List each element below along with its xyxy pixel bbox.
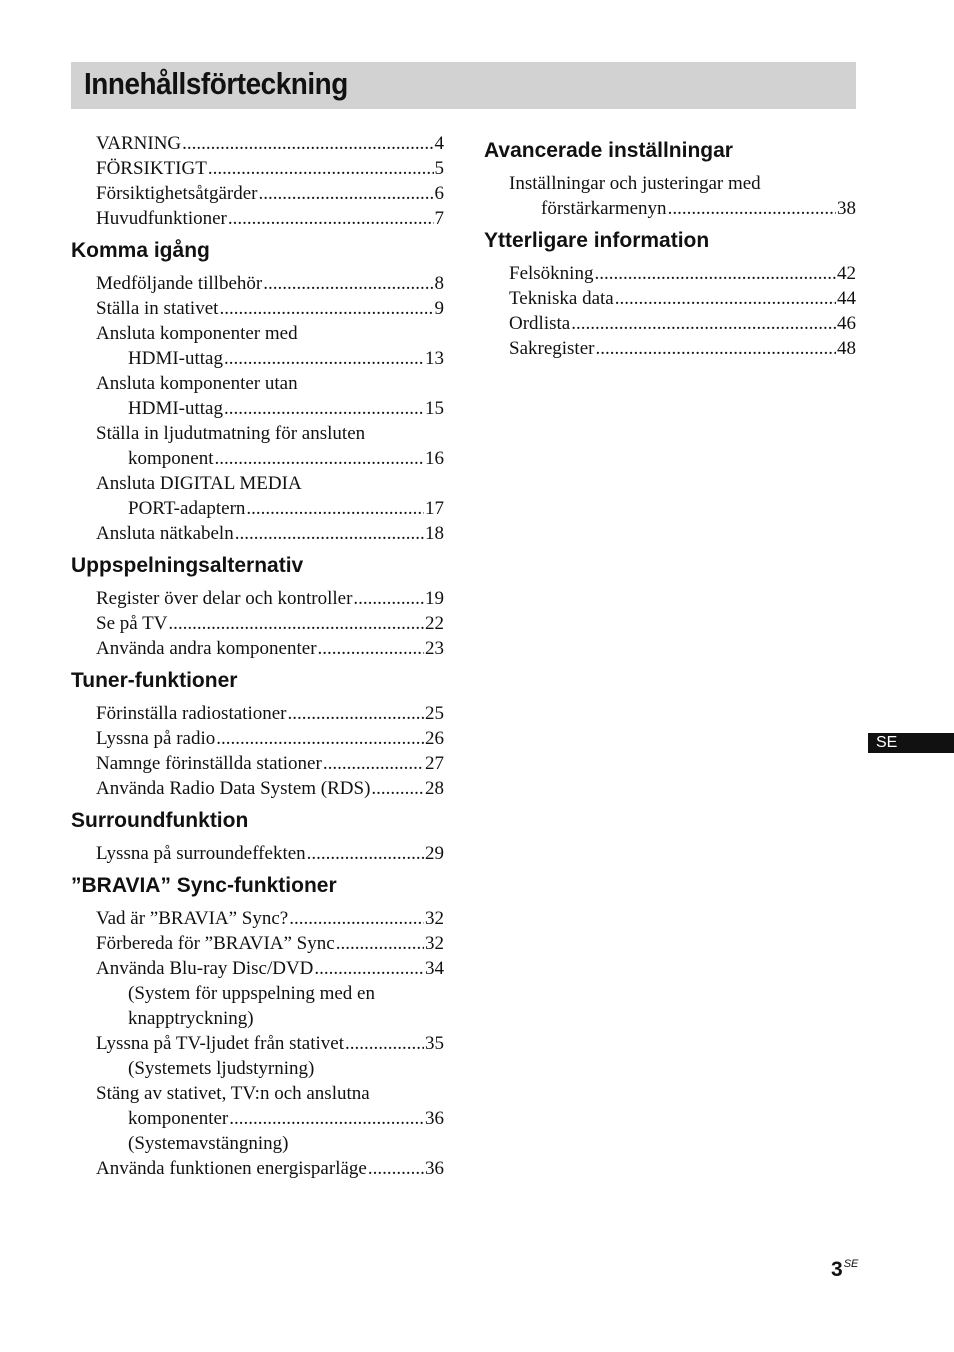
entry-title: Stäng av stativet, TV:n och anslutna	[96, 1083, 370, 1104]
toc-entry[interactable]	[96, 1081, 444, 1156]
dot-leader	[215, 446, 425, 471]
entry-title: Använda Radio Data System (RDS)	[96, 778, 371, 799]
dot-leader	[323, 751, 424, 776]
toc-entry[interactable]	[96, 371, 444, 421]
dot-leader	[235, 521, 424, 546]
entry-title: Ansluta nätkabeln	[96, 523, 234, 544]
entry-title: Tekniska data	[509, 288, 614, 309]
entry-line	[96, 471, 444, 496]
entry-page-number: 15	[425, 398, 444, 419]
entry-title: Använda Blu-ray Disc/DVD	[96, 958, 314, 979]
dot-leader	[229, 1106, 424, 1131]
toc-entry[interactable]	[96, 586, 444, 611]
section-heading: Avancerade inställningar	[484, 139, 733, 162]
entry-line	[96, 131, 444, 156]
entry-title: Ställa in ljudutmatning för ansluten	[96, 423, 366, 444]
entry-title: Använda andra komponenter	[96, 638, 317, 659]
dot-leader	[336, 931, 424, 956]
entry-title: Medföljande tillbehör	[96, 273, 263, 294]
dot-leader	[595, 336, 836, 361]
toc-entry[interactable]	[96, 206, 444, 231]
entry-subtitle	[96, 1131, 444, 1156]
entry-line	[96, 1081, 444, 1106]
entry-page-number: 34	[425, 958, 444, 979]
entry-line	[96, 1156, 444, 1181]
entry-line	[509, 336, 856, 361]
entry-title: HDMI-uttag	[128, 348, 223, 369]
entry-title: komponent	[128, 448, 214, 469]
entry-line	[96, 1031, 444, 1056]
toc-entry[interactable]	[96, 841, 444, 866]
dot-leader	[371, 776, 424, 801]
toc-entries	[96, 841, 444, 866]
dot-leader	[228, 206, 434, 231]
dot-leader	[224, 396, 424, 421]
section-heading: Uppspelningsalternativ	[71, 554, 304, 577]
toc-entries	[509, 261, 856, 361]
entry-page-number: 29	[425, 843, 444, 864]
toc-entry[interactable]	[96, 776, 444, 801]
toc-entry[interactable]	[509, 171, 856, 221]
entry-line	[96, 906, 444, 931]
dot-leader	[314, 956, 424, 981]
entry-title: Ansluta komponenter utan	[96, 373, 298, 394]
toc-entries	[96, 906, 444, 1181]
entry-subtitle	[96, 981, 444, 1006]
entry-line	[96, 586, 444, 611]
dot-leader	[224, 346, 424, 371]
entry-title: Sakregister	[509, 338, 595, 359]
entry-line	[96, 611, 444, 636]
dot-leader	[345, 1031, 424, 1056]
toc-entry[interactable]	[96, 321, 444, 371]
toc-section	[71, 808, 444, 866]
dot-leader	[182, 131, 433, 156]
dot-leader	[571, 311, 836, 336]
entry-page-number: 35	[425, 1033, 444, 1054]
toc-section	[484, 228, 856, 361]
toc-entry[interactable]	[96, 701, 444, 726]
toc-section	[71, 668, 444, 801]
toc-entries	[96, 701, 444, 801]
entry-page-number: 18	[425, 523, 444, 544]
dot-leader	[353, 586, 424, 611]
entry-line	[96, 296, 444, 321]
title-bar	[71, 62, 856, 109]
entry-line	[96, 636, 444, 661]
toc-left-column	[71, 131, 444, 1181]
entry-title: Inställningar och justeringar med	[509, 173, 761, 194]
section-heading: Surroundfunktion	[71, 809, 249, 832]
dot-leader	[287, 701, 424, 726]
entry-line	[96, 206, 444, 231]
entry-line	[96, 446, 444, 471]
dot-leader	[594, 261, 836, 286]
entry-page-number: 27	[425, 753, 444, 774]
entry-title: Huvudfunktioner	[96, 208, 227, 229]
entry-page-number: 5	[434, 158, 444, 179]
toc-entry[interactable]	[96, 521, 444, 546]
entry-title: Förbereda för ”BRAVIA” Sync	[96, 933, 335, 954]
entry-line	[96, 321, 444, 346]
toc-entry[interactable]	[96, 726, 444, 751]
toc-section	[71, 553, 444, 661]
toc-entry[interactable]	[96, 1156, 444, 1181]
entry-title: komponenter	[128, 1108, 229, 1129]
entry-page-number: 32	[425, 933, 444, 954]
entry-page-number: 8	[434, 273, 444, 294]
entry-line	[96, 181, 444, 206]
section-heading: ”BRAVIA” Sync-funktioner	[71, 874, 337, 897]
toc-section	[71, 873, 444, 1181]
section-heading: Tuner-funktioner	[71, 669, 238, 692]
entry-line	[509, 286, 856, 311]
dot-leader	[307, 841, 424, 866]
entry-line	[96, 421, 444, 446]
entry-title: Register över delar och kontroller	[96, 588, 353, 609]
toc-entry[interactable]	[96, 611, 444, 636]
entry-page-number: 38	[837, 198, 856, 219]
entry-page-number: 13	[425, 348, 444, 369]
entry-line	[96, 521, 444, 546]
dot-leader	[208, 156, 434, 181]
entry-line	[509, 196, 856, 221]
dot-leader	[258, 181, 433, 206]
entry-page-number: 36	[425, 1108, 444, 1129]
entry-title: Lyssna på surroundeffekten	[96, 843, 306, 864]
dot-leader	[668, 196, 836, 221]
toc-entry[interactable]	[96, 181, 444, 206]
toc-entries	[96, 271, 444, 546]
entry-subtitle-text: (Systemets ljudstyrning)	[128, 1058, 315, 1079]
entry-title: Lyssna på radio	[96, 728, 216, 749]
entry-page-number: 44	[837, 288, 856, 309]
toc-entry[interactable]	[96, 131, 444, 156]
dot-leader	[289, 906, 424, 931]
toc-entry[interactable]	[96, 1031, 444, 1081]
entry-page-number: 28	[425, 778, 444, 799]
entry-subtitle-text: knapptryckning)	[128, 1008, 254, 1029]
entry-page-number: 7	[434, 208, 444, 229]
page-number	[831, 1258, 858, 1282]
entry-page-number: 4	[434, 133, 444, 154]
entry-line	[96, 496, 444, 521]
entry-page-number: 16	[425, 448, 444, 469]
entry-title: Ställa in stativet	[96, 298, 219, 319]
entry-page-number: 23	[425, 638, 444, 659]
toc-right-column	[484, 131, 856, 361]
entry-title: Ansluta komponenter med	[96, 323, 298, 344]
dot-leader	[263, 271, 433, 296]
toc-entries	[96, 586, 444, 661]
toc-section	[71, 238, 444, 546]
entry-page-number: 42	[837, 263, 856, 284]
page-number-value: 3	[831, 1258, 843, 1281]
toc-entry[interactable]	[96, 751, 444, 776]
toc-entry[interactable]	[96, 296, 444, 321]
dot-leader	[216, 726, 424, 751]
entry-page-number: 19	[425, 588, 444, 609]
toc-entries	[96, 131, 444, 231]
toc-entry[interactable]	[96, 421, 444, 471]
entry-page-number: 9	[434, 298, 444, 319]
entry-subtitle	[96, 1056, 444, 1081]
entry-page-number: 17	[425, 498, 444, 519]
entry-title: FÖRSIKTIGT	[96, 158, 207, 179]
dot-leader	[168, 611, 424, 636]
entry-page-number: 22	[425, 613, 444, 634]
toc-entry[interactable]	[509, 261, 856, 286]
entry-title: HDMI-uttag	[128, 398, 223, 419]
entry-line	[96, 751, 444, 776]
toc-entry[interactable]	[96, 906, 444, 931]
entry-subtitle	[96, 1006, 444, 1031]
entry-title: Namnge förinställda stationer	[96, 753, 322, 774]
entry-title: Använda funktionen energisparläge	[96, 1158, 367, 1179]
page-number-suffix: SE	[843, 1258, 859, 1270]
entry-subtitle-text: (System för uppspelning med en	[128, 983, 375, 1004]
dot-leader	[368, 1156, 424, 1181]
toc-entry[interactable]	[96, 931, 444, 956]
entry-line	[96, 841, 444, 866]
toc-entry[interactable]	[96, 156, 444, 181]
entry-line	[96, 1106, 444, 1131]
toc-entries	[509, 171, 856, 221]
entry-line	[96, 776, 444, 801]
toc-entry[interactable]	[96, 956, 444, 1031]
toc-entry[interactable]	[509, 311, 856, 336]
entry-subtitle-text: (Systemavstängning)	[128, 1133, 289, 1154]
dot-leader	[246, 496, 424, 521]
entry-title: Ordlista	[509, 313, 571, 334]
entry-page-number: 25	[425, 703, 444, 724]
entry-line	[96, 726, 444, 751]
entry-line	[509, 171, 856, 196]
entry-line	[509, 311, 856, 336]
toc-entry[interactable]	[509, 336, 856, 361]
section-heading: Komma igång	[71, 239, 210, 262]
entry-title: förstärkarmenyn	[541, 198, 667, 219]
entry-line	[96, 701, 444, 726]
entry-page-number: 46	[837, 313, 856, 334]
entry-line	[96, 271, 444, 296]
entry-title: Vad är ”BRAVIA” Sync?	[96, 908, 289, 929]
dot-leader	[615, 286, 836, 311]
entry-page-number: 26	[425, 728, 444, 749]
toc-section	[484, 138, 856, 221]
entry-line	[96, 956, 444, 981]
language-tab: SE	[868, 733, 954, 753]
entry-line	[96, 931, 444, 956]
toc-entry[interactable]	[96, 636, 444, 661]
entry-page-number: 6	[434, 183, 444, 204]
entry-title: Försiktighetsåtgärder	[96, 183, 258, 204]
entry-line	[96, 156, 444, 181]
dot-leader	[318, 636, 424, 661]
entry-title: Felsökning	[509, 263, 594, 284]
entry-title: PORT-adaptern	[128, 498, 246, 519]
entry-title: VARNING	[96, 133, 182, 154]
toc-section	[71, 131, 444, 231]
section-heading: Ytterligare information	[484, 229, 710, 252]
entry-title: Se på TV	[96, 613, 168, 634]
toc-entry[interactable]	[509, 286, 856, 311]
entry-title: Förinställa radiostationer	[96, 703, 287, 724]
dot-leader	[219, 296, 433, 321]
entry-title: Ansluta DIGITAL MEDIA	[96, 473, 302, 494]
entry-line	[96, 371, 444, 396]
toc-entry[interactable]	[96, 471, 444, 521]
entry-page-number: 36	[425, 1158, 444, 1179]
page-title: Innehållsförteckning	[84, 66, 348, 101]
toc-entry[interactable]	[96, 271, 444, 296]
entry-line	[96, 396, 444, 421]
entry-line	[509, 261, 856, 286]
entry-line	[96, 346, 444, 371]
entry-page-number: 48	[837, 338, 856, 359]
entry-page-number: 32	[425, 908, 444, 929]
entry-title: Lyssna på TV-ljudet från stativet	[96, 1033, 345, 1054]
